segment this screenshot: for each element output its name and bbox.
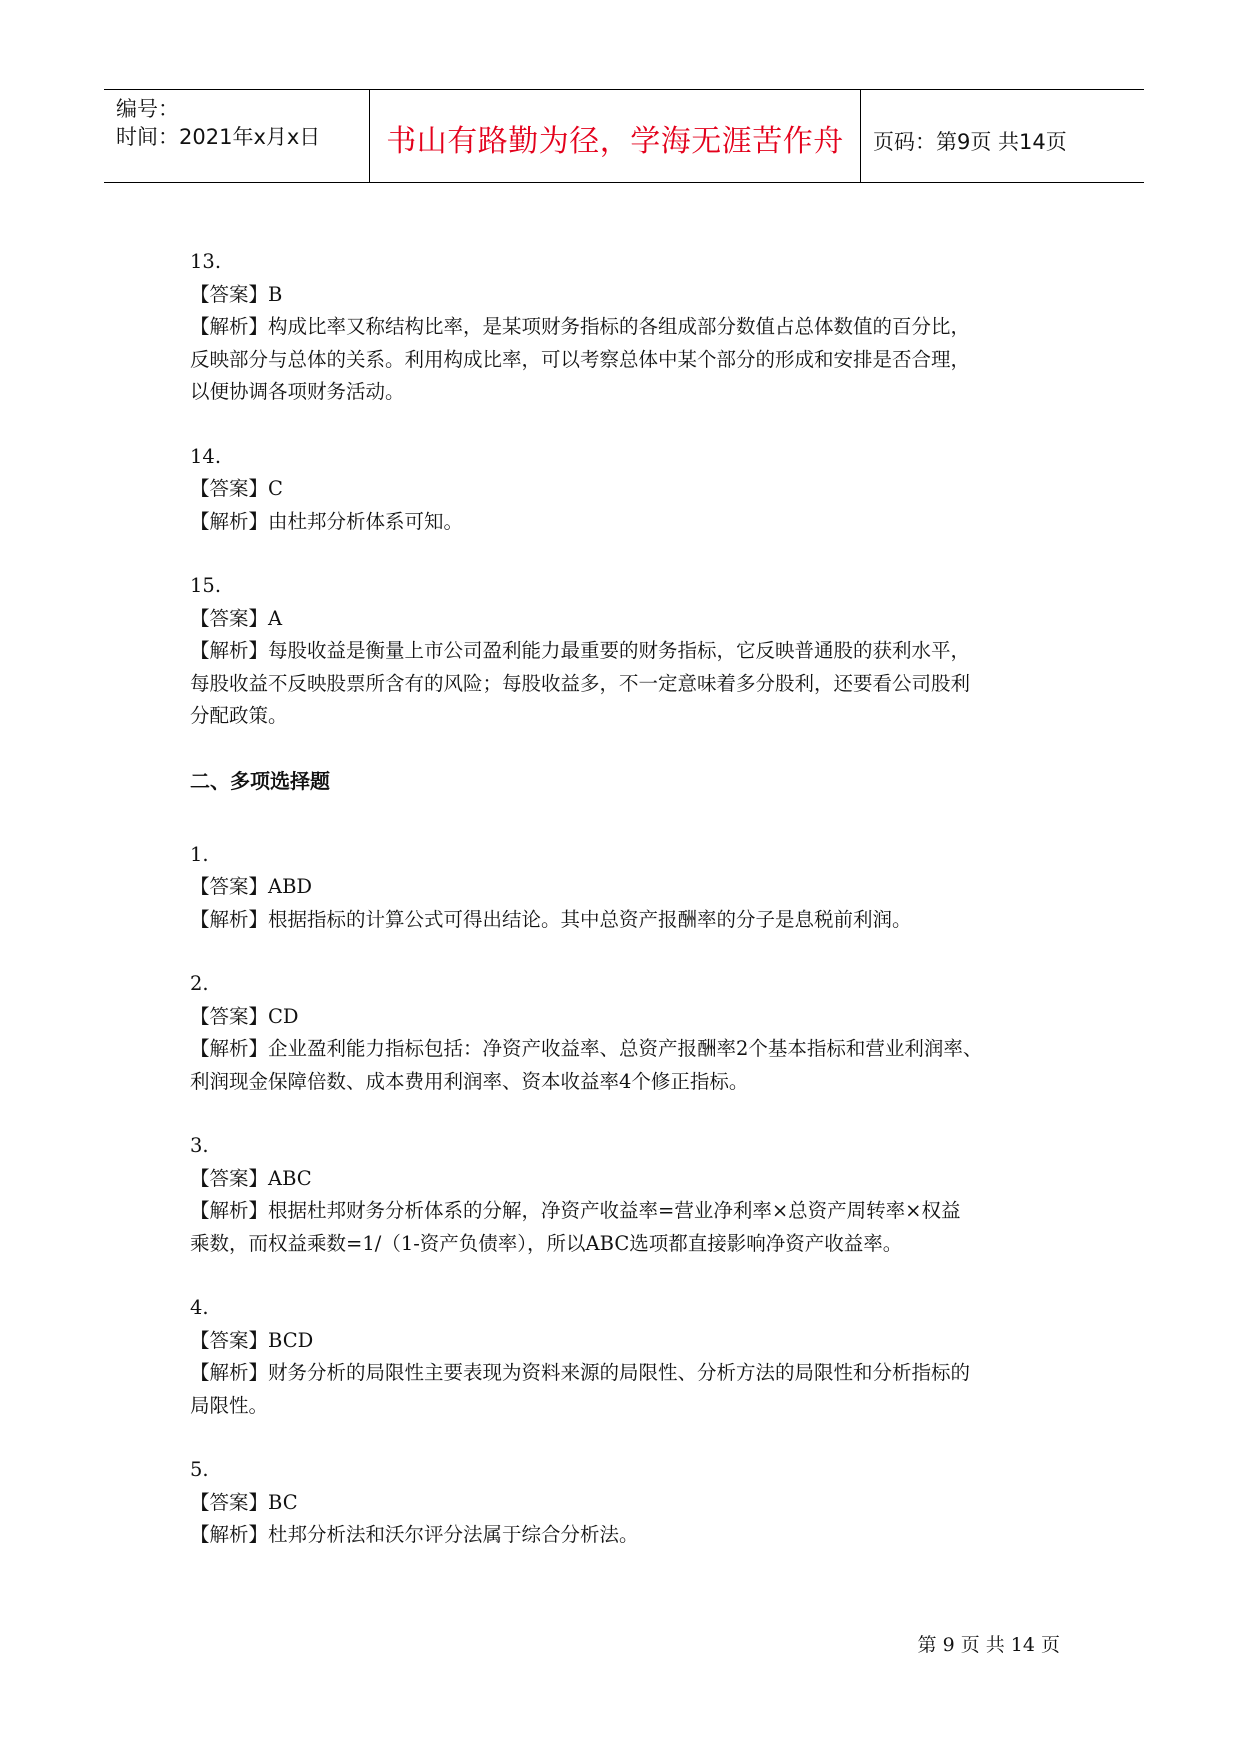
question-number: 5.	[190, 1458, 209, 1481]
header-motto: 书山有路勤为径，学海无涯苦作舟	[386, 124, 844, 159]
explanation-line: 【解析】财务分析的局限性主要表现为资料来源的局限性、分析方法的局限性和分析指标的	[190, 1361, 971, 1384]
section-heading: 二、多项选择题	[190, 768, 330, 793]
question-multi-2	[190, 968, 1070, 1098]
question-multi-1	[190, 839, 1070, 937]
answer-line: 【答案】CD	[190, 1004, 299, 1028]
question-number: 3.	[190, 1134, 209, 1157]
explanation-line: 【解析】根据指标的计算公式可得出结论。其中总资产报酬率的分子是息税前利润。	[190, 907, 912, 931]
question-number: 14.	[190, 444, 222, 468]
header-number-label: 编号：	[116, 97, 179, 121]
answer-line: 【答案】BC	[190, 1490, 298, 1514]
explanation-line: 【解析】企业盈利能力指标包括：净资产收益率、总资产报酬率2个基本指标和营业利润率、	[190, 1037, 983, 1060]
question-number: 13.	[190, 250, 222, 273]
explanation-line: 【解析】杜邦分析法和沃尔评分法属于综合分析法。	[190, 1523, 639, 1546]
answer-line: 【答案】C	[190, 477, 283, 500]
header-bottom-rule	[104, 182, 1144, 183]
explanation-line: 【解析】由杜邦分析体系可知。	[190, 509, 464, 533]
answer-line: 【答案】BCD	[190, 1328, 314, 1352]
question-14	[190, 441, 1070, 539]
answer-line: 【答案】B	[190, 282, 283, 306]
header-divider-right	[860, 89, 861, 182]
question-multi-3	[190, 1130, 1070, 1260]
question-13	[190, 246, 1070, 409]
explanation-line: 以便协调各项财务活动。	[190, 380, 405, 403]
answer-line: 【答案】A	[190, 606, 283, 630]
question-number: 1.	[190, 842, 209, 866]
explanation-line: 【解析】构成比率又称结构比率，是某项财务指标的各组成部分数值占总体数值的百分比，	[190, 315, 971, 338]
question-15	[190, 570, 1070, 733]
question-number: 15.	[190, 574, 222, 597]
question-multi-5	[190, 1454, 1070, 1552]
question-number: 4.	[190, 1296, 209, 1319]
header-page-code: 页码：第9页 共14页	[873, 130, 1067, 154]
explanation-line: 利润现金保障倍数、成本费用利润率、资本收益率4个修正指标。	[190, 1069, 749, 1093]
question-number: 2.	[190, 972, 209, 995]
explanation-line: 【解析】每股收益是衡量上市公司盈利能力最重要的财务指标，它反映普通股的获利水平，	[190, 639, 971, 662]
header-top-rule	[104, 89, 1144, 90]
question-multi-4	[190, 1292, 1070, 1422]
answer-line: 【答案】ABD	[190, 875, 313, 898]
explanation-line: 乘数，而权益乘数=1/（1-资产负债率），所以ABC选项都直接影响净资产收益率。	[190, 1231, 903, 1255]
explanation-line: 分配政策。	[190, 704, 288, 727]
footer-page-number: 第 9 页 共 14 页	[917, 1634, 1060, 1656]
explanation-line: 每股收益不反映股票所含有的风险；每股收益多，不一定意味着多分股利，还要看公司股利	[190, 671, 971, 695]
explanation-line: 局限性。	[190, 1393, 269, 1417]
answer-line: 【答案】ABC	[190, 1166, 312, 1190]
explanation-line: 【解析】根据杜邦财务分析体系的分解，净资产收益率=营业净利率×总资产周转率×权益	[190, 1199, 961, 1222]
header-time-label: 时间：2021年x月x日	[116, 125, 321, 149]
explanation-line: 反映部分与总体的关系。利用构成比率，可以考察总体中某个部分的形成和安排是否合理，	[190, 347, 971, 371]
document-body	[190, 246, 1070, 1584]
